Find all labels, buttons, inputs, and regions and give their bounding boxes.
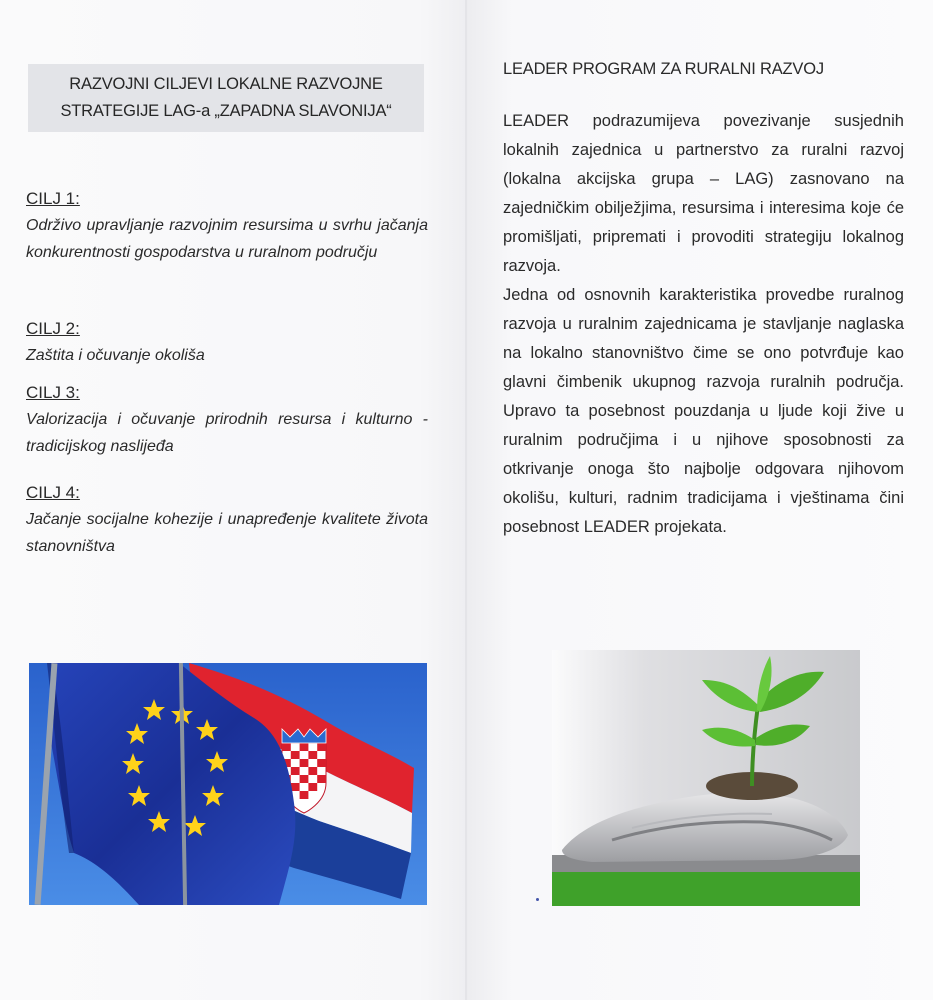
goal-2-text: Zaštita i očuvanje okoliša — [26, 347, 205, 364]
heading-line-1: RAZVOJNI CILJEVI LOKALNE RAZVOJNE — [69, 75, 383, 93]
eu-croatia-flags-photo — [29, 663, 427, 905]
goal-3-text: Valorizacija i očuvanje prirodnih resursa i kulturno - tradicijskog naslijeđa — [26, 411, 428, 455]
goal-2-label: CILJ 2: — [26, 319, 80, 338]
leader-program-body — [503, 107, 904, 542]
heading-line-2: STRATEGIJE LAG-a „ZAPADNA SLAVONIJA“ — [60, 102, 392, 120]
goal-4-text: Jačanje socijalne kohezije i unapređenje kvalitete života stanovništva — [26, 511, 428, 555]
leader-paragraph-2: Jedna od osnovnih karakteristika provedbe ruralnog razvoja u ruralnim zajednicama je stavljanje naglaska na lokalno stanovništvo čime se ono potvrđuje kao glavni čimbenik ukupnog razvoja ruralnih područja. Upravo ta posebnost pouzdanja u ljude koji žive u ruralnim područjima i u njihove sposobnosti za otkrivanje onoga što najbolje odgovara njihovom okolišu, kulturi, radnim tradicijama i vještinama čini posebnost LEADER projekata. — [503, 286, 904, 536]
page-fold-divider — [465, 0, 467, 1000]
goal-1 — [26, 188, 428, 266]
goal-4 — [26, 482, 428, 560]
leader-program-title: LEADER PROGRAM ZA RURALNI RAZVOJ — [503, 60, 824, 78]
goal-1-text: Održivo upravljanje razvojnim resursima u svrhu jačanja konkurentnosti gospodarstva u ruralnom području — [26, 217, 428, 261]
goal-3-label: CILJ 3: — [26, 383, 80, 402]
goal-1-label: CILJ 1: — [26, 189, 80, 208]
development-goals-heading — [28, 64, 424, 132]
goal-4-label: CILJ 4: — [26, 483, 80, 502]
goal-3 — [26, 382, 428, 460]
print-speck — [536, 898, 539, 901]
leader-paragraph-1: LEADER podrazumijeva povezivanje susjednih lokalnih zajednica u partnerstvo za ruralni razvoj (lokalna akcijska grupa – LAG) zasnovano na zajedničkim obilježjima, resursima i interesima koje će promišljati, pripremati i provoditi strategiju lokalnog razvoja. — [503, 112, 904, 275]
hands-with-seedling-photo — [552, 650, 860, 906]
goal-2 — [26, 318, 428, 369]
